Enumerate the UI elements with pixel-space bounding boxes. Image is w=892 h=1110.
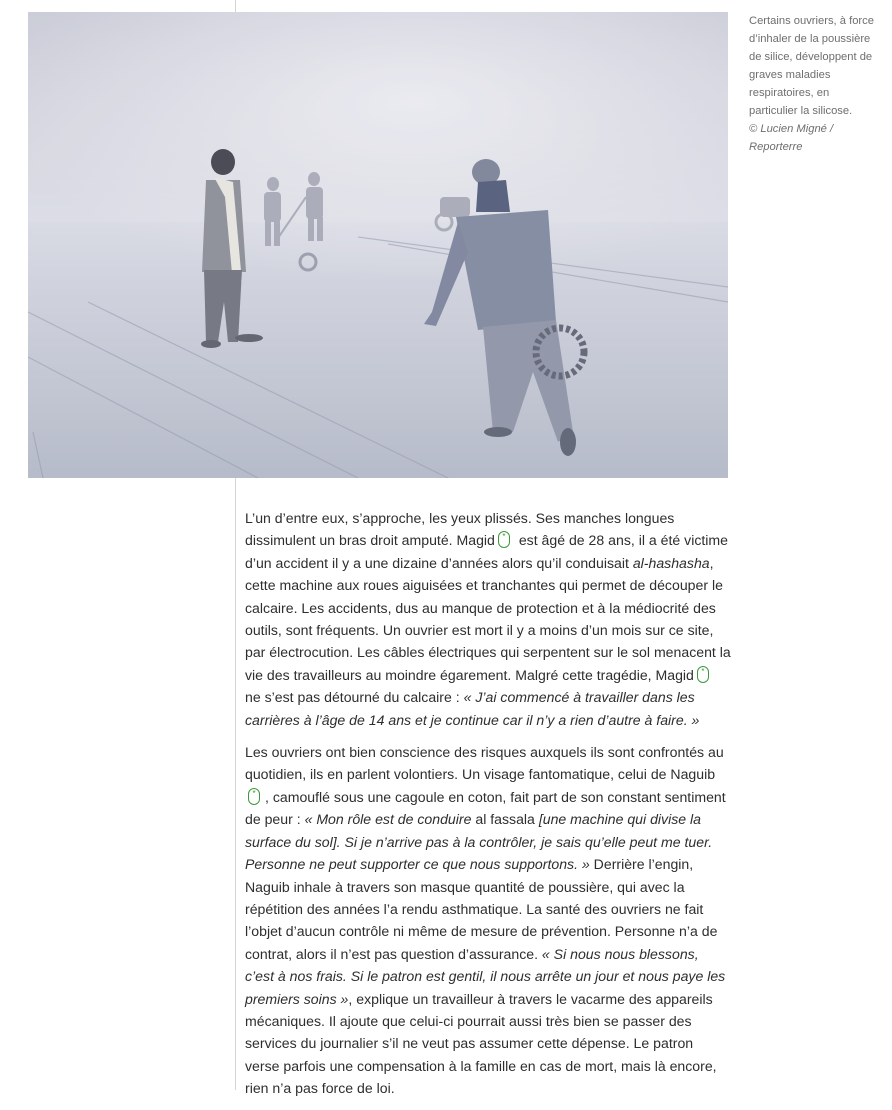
column-divider bbox=[235, 478, 236, 1090]
caption-text: Certains ouvriers, à force d’inhaler de la poussière de silice, développent de graves maladies respiratoires, en particulier la silicose. bbox=[749, 15, 874, 117]
anonymized-name-note-icon[interactable] bbox=[697, 666, 709, 683]
anonymized-name-note-icon[interactable] bbox=[248, 788, 260, 805]
article-paragraph-1: L’un d’entre eux, s’approche, les yeux plissés. Ses manches longues dissimulent un bras droit amputé. Magid* est âgé de 28 ans, il a été victime d’un accident il y a une dizaine d’années alors qu’il conduisait al-hashasha, cette machine aux roues aiguisées et tranchantes qui permet de découper le calcaire. Les accidents, dus au manque de protection et à la médiocrité des outils, sont fréquents. Un ouvrier est mort il y a moins d’un mois sur ce site, par électrocution. Les câbles électriques qui serpentent sur le sol menacent la vie des travailleurs au moindre égarement. Malgré cette tragédie, Magid* ne s’est pas détourné du calcaire : « J’ai commencé à travailler dans les carrières à l’âge de 14 ans et je continue car il n’y a rien d’autre à faire. » bbox=[245, 507, 731, 731]
photo-caption bbox=[749, 12, 874, 156]
article-body bbox=[245, 507, 731, 1110]
column-divider-top bbox=[235, 0, 236, 12]
photo-illustration bbox=[28, 12, 728, 478]
article-paragraph-2: Les ouvriers ont bien conscience des risques auxquels ils sont confrontés au quotidien, ils en parlent volontiers. Un visage fantomatique, celui de Naguib*, camouflé sous une cagoule en coton, fait part de son constant sentiment de peur : « Mon rôle est de conduire al fassala [une machine qui divise la surface du sol]. Si je n’arrive pas à la contrôler, je sais qu’elle peut me tuer. Personne ne peut supporter ce que nous supportons. » Derrière l’engin, Naguib inhale à travers son masque quantité de poussière, qui avec la répétition des années l’a rendu asthmatique. La santé des ouvriers ne fait l’objet d’aucun contrôle ni même de mesure de prévention. Personne n’a de contrat, alors il n’est pas question d’assurance. « Si nous nous blessons, c’est à nos frais. Si le patron est gentil, il nous arrête un jour et nous paye les premiers soins », explique un travailleur à travers le vacarme des appareils mécaniques. Il ajoute que celui-ci pourrait aussi très bien se passer des services du journalier s’il ne veut pas assumer cette dépense. Le patron verse parfois une compensation à la famille en cas de mort, mais là encore, rien n’a pas force de loi. bbox=[245, 741, 731, 1100]
anonymized-name-note-icon[interactable] bbox=[498, 531, 510, 548]
article-photo bbox=[28, 12, 728, 478]
photo-credit: © Lucien Migné / Reporterre bbox=[749, 123, 834, 153]
